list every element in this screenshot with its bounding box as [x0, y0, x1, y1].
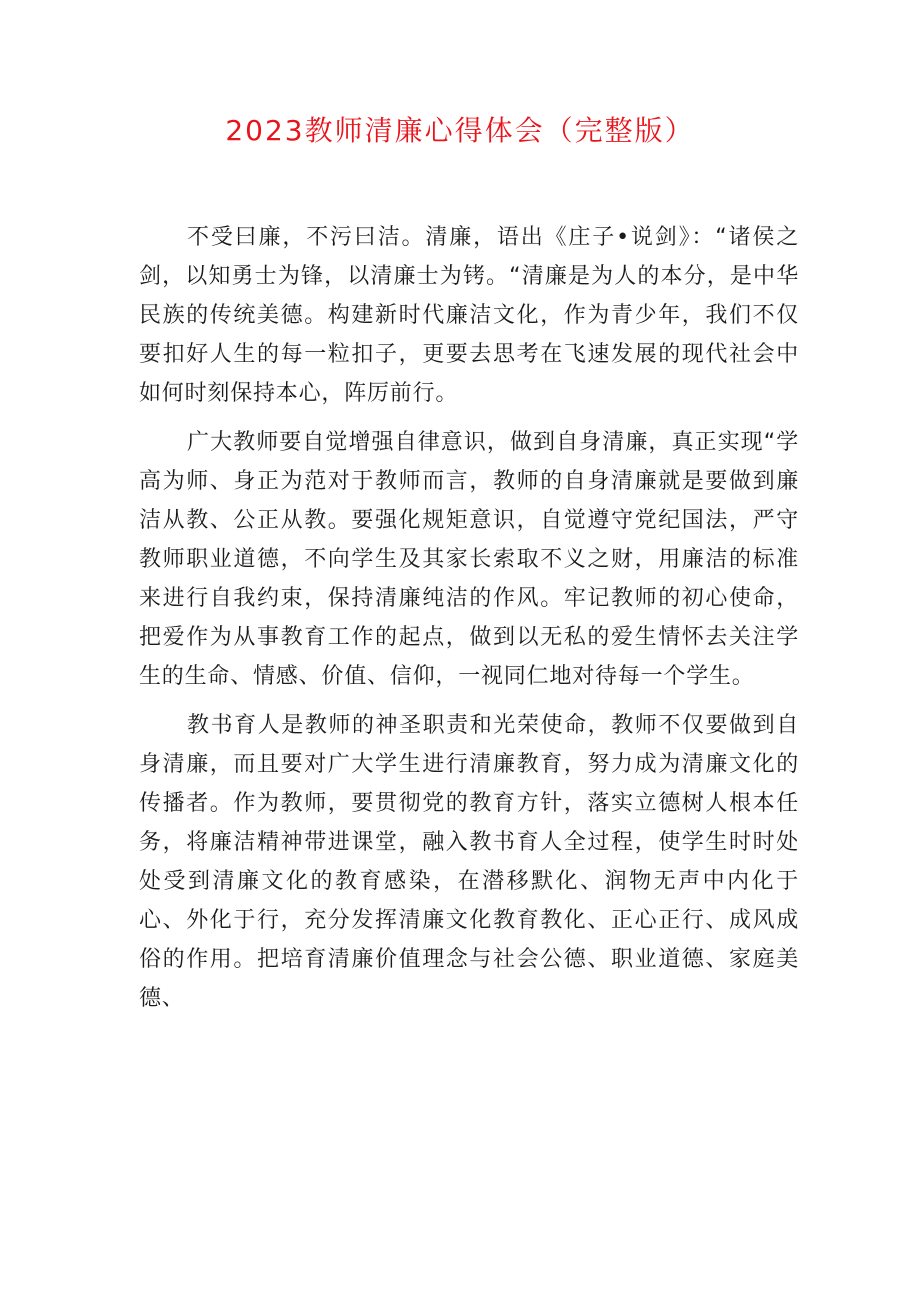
- document-title: 2023教师清廉心得体会（完整版）: [225, 114, 695, 147]
- paragraph-2: 广大教师要自觉增强自律意识，做到自身清廉，真正实现“学高为师、身正为范对于教师而言，教师的自身清廉就是要做到廉洁从教、公正从教。要强化规矩意识，自觉遵守党纪国法，严守教师职业道德，不向学生及其家长索取不义之财，用廉洁的标准来进行自我约束，保持清廉纯洁的作风。牢记教师的初心使命，把爱作为从事教育工作的起点，做到以无私的爱生情怀去关注学生的生命、情感、价值、信仰，一视同仁地对待每一个学生。: [139, 430, 799, 689]
- paragraph-3: 教书育人是教师的神圣职责和光荣使命，教师不仅要做到自身清廉，而且要对广大学生进行清廉教育，努力成为清廉文化的传播者。作为教师，要贯彻党的教育方针，落实立德树人根本任务，将廉洁精神带进课堂，融入教书育人全过程，使学生时时处处受到清廉文化的教育感染，在潜移默化、润物无声中内化于心、外化于行，充分发挥清廉文化教育教化、正心正行、成风成俗的作用。把培育清廉价值理念与社会公德、职业道德、家庭美德、: [139, 713, 799, 1011]
- paragraph-1: 不受曰廉，不污曰洁。清廉，语出《庄子•说剑》：“诸侯之剑，以知勇士为锋，以清廉士为铐。“清廉是为人的本分，是中华民族的传统美德。构建新时代廉洁文化，作为青少年，我们不仅要扣好人生的每一粒扣子，更要去思考在飞速发展的现代社会中如何时刻保持本心，阵厉前行。: [139, 225, 799, 406]
- document-body: [139, 218, 799, 1028]
